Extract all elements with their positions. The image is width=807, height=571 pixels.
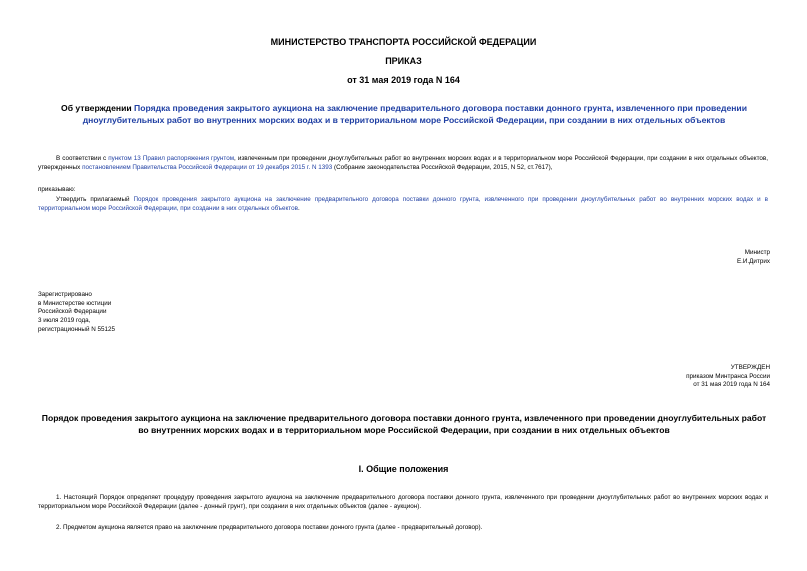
procedure-link[interactable]: Порядок проведения закрытого аукциона на заключение предварительного договора поставки донного грунта, извлеченного при проведении дноуглубительных работ во внутренних морских водах и в территориальном море Российской Федерации, при создании в них отдельных объектов [38,196,769,212]
approved-line-1: УТВЕРЖДЕН [730,364,770,371]
section-1-title: I. Общие положения [358,464,449,474]
registration-line-5: регистрационный N 55125 [38,325,116,333]
approved-line-2: приказом Минтранса России [686,372,770,380]
procedure-title: Порядок проведения закрытого аукциона на заключение предварительного договора поставки донного грунта, извлеченного при проведении дноуглубительных работ во внутренних морских водах и в территориальном море Российской Федерации, при создании в них отдельных объектов [41,413,767,435]
registration-block [38,291,115,335]
signature-block [737,249,770,266]
ministry-header: МИНИСТЕРСТВО ТРАНСПОРТА РОССИЙСКОЙ ФЕДЕРАЦИИ [270,37,537,47]
order-word: приказываю: [38,186,76,193]
doc-type: ПРИКАЗ [385,56,422,66]
approve-paragraph [38,196,768,213]
approve-text-2: . [297,204,300,212]
preamble-paragraph [38,155,768,172]
registration-line-1: Зарегистрировано [38,291,92,298]
registration-line-4: 3 июля 2019 года, [38,317,91,325]
signature-name: Е.И.Дитрих [736,257,770,265]
signature-position: Министр [744,249,770,256]
clause-2: 2. Предметом аукциона является право на заключение предварительного договора поставки донного грунта (далее - предварительный договор). [56,524,483,531]
registration-line-2: в Министерстве юстиции [38,299,112,307]
clause-1: 1. Настоящий Порядок определяет процедуру проведения закрытого аукциона на заключение предварительного договора поставки донного грунта, извлеченного при проведении дноуглубительных работ во внутренних морских водах и территориальном море Российской Федерации (далее - донный грунт), при создании в них отдельных объектов (далее - аукцион). [38,494,768,510]
approve-text-1: Утвердить прилагаемый [56,196,134,203]
order-date-number: от 31 мая 2019 года N 164 [347,75,460,85]
approved-line-3: от 31 мая 2019 года N 164 [693,381,770,389]
registration-line-3: Российской Федерации [38,308,107,316]
preamble-text-1: В соответствии с [56,155,109,162]
order-title-link[interactable]: Порядка проведения закрытого аукциона на заключение предварительного договора поставки донного грунта, извлеченного при проведении дноуглубительных работ во внутренних морских водах и в территориальном море Российской Федерации, при создании в них отдельных объектов [82,103,747,125]
government-decree-link[interactable]: постановлением Правительства Российской Федерации от 19 декабря 2015 г. N 1393 [82,163,333,171]
order-title-prefix: Об утверждении [61,103,135,113]
order-title [36,103,772,126]
preamble-text-2: , извлеченным при проведении дноуглубительных работ во внутренних морских водах и в территориальном море Российской Федерации, при создании в них отдельных объектов, утвержденных [38,155,768,171]
approved-block [686,364,770,390]
rules-point-13-link[interactable]: пунктом 13 Правил распоряжения грунтом [108,155,235,162]
preamble-text-3: (Собрание законодательства Российской Федерации, 2015, N 52, ст.7617), [332,163,553,171]
